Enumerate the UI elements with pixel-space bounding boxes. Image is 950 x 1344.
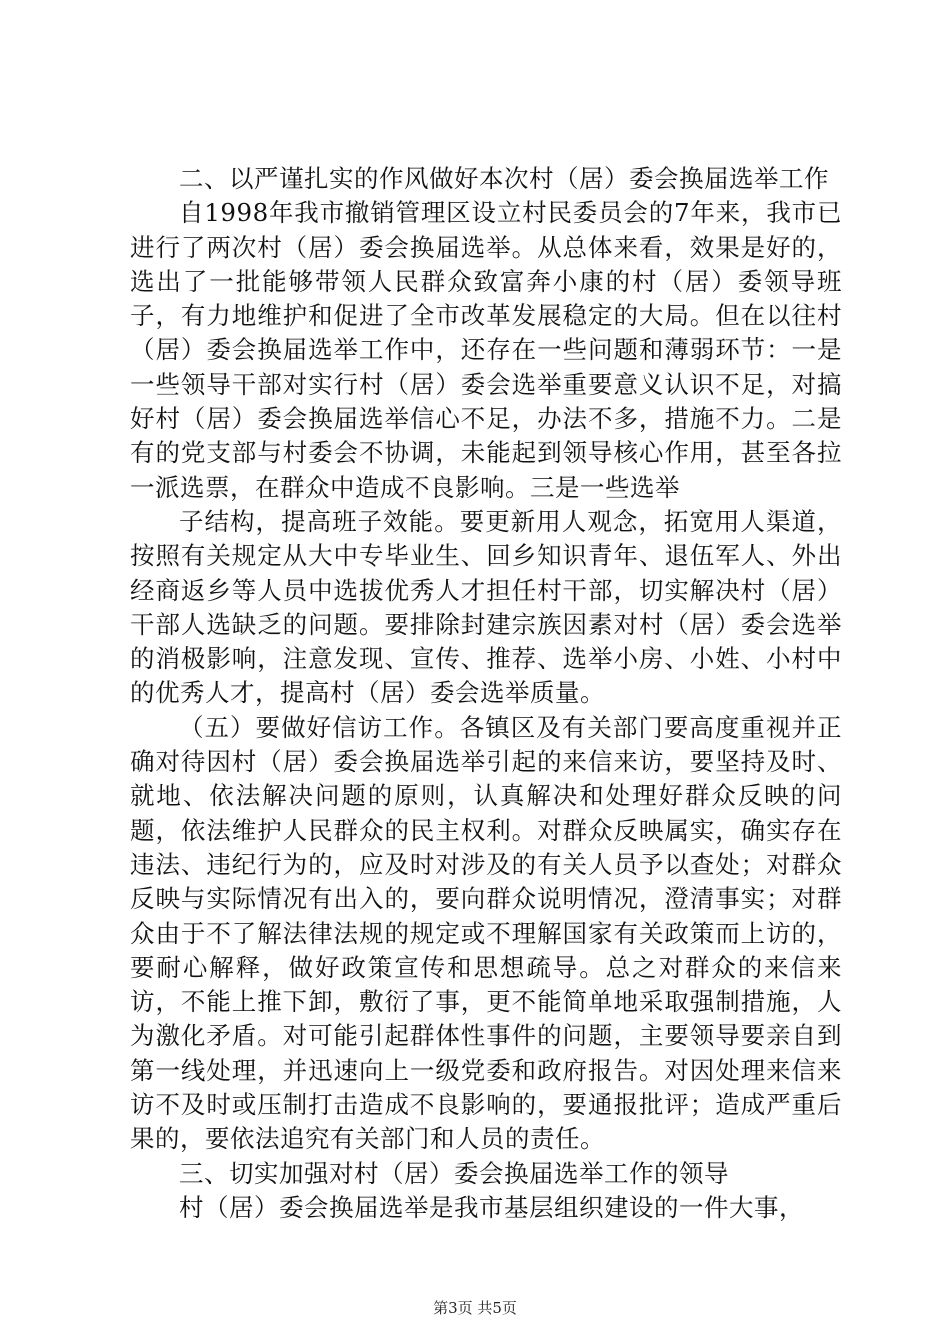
section-heading-three: 三、切实加强对村（居）委会换届选举工作的领导 xyxy=(179,1158,729,1188)
document-body xyxy=(130,162,842,1225)
body-paragraph: 自1998年我市撤销管理区设立村民委员会的7年来，我市已进行了两次村（居）委会换届选举。从总体来看，效果是好的，选出了一批能够带领人民群众致富奔小康的村（居）委领导班子，有力地维护和促进了全市改革发展稳定的大局。但在以往村（居）委会换届选举工作中，还存在一些问题和薄弱环节：一是一些领导干部对实行村（居）委会选举重要意义认识不足，对搞好村（居）委会换届选举信心不足，办法不多，措施不力。二是有的党支部与村委会不协调，未能起到领导核心作用，甚至各拉一派选票，在群众中造成不良影响。三是一些选举 xyxy=(130,198,842,502)
body-paragraph: 村（居）委会换届选举是我市基层组织建设的一件大事， xyxy=(179,1192,804,1222)
body-paragraph: 子结构，提高班子效能。要更新用人观念，拓宽用人渠道，按照有关规定从大中专毕业生、回乡知识青年、退伍军人、外出经商返乡等人员中选拔优秀人才担任村干部，切实解决村（居）干部人选缺乏的问题。要排除封建宗族因素对村（居）委会选举的消极影响，注意发现、宣传、推荐、选举小房、小姓、小村中的优秀人才，提高村（居）委会选举质量。 xyxy=(130,506,842,708)
section-heading-two: 二、以严谨扎实的作风做好本次村（居）委会换届选举工作 xyxy=(179,164,829,193)
page-number-footer: 第3页 共5页 xyxy=(433,1299,517,1317)
body-paragraph: （五）要做好信访工作。各镇区及有关部门要高度重视并正确对待因村（居）委会换届选举引起的来信来访，要坚持及时、就地、依法解决问题的原则，认真解决和处理好群众反映的问题，依法维护人民群众的民主权利。对群众反映属实，确实存在违法、违纪行为的，应及时对涉及的有关人员予以查处；对群众反映与实际情况有出入的，要向群众说明情况，澄清事实；对群众由于不了解法律法规的规定或不理解国家有关政策而上访的，要耐心解释，做好政策宣传和思想疏导。总之对群众的来信来访，不能上推下卸，敷衍了事，更不能简单地采取强制措施，人为激化矛盾。对可能引起群体性事件的问题，主要领导要亲自到第一线处理，并迅速向上一级党委和政府报告。对因处理来信来访不及时或压制打击造成不良影响的，要通报批评；造成严重后果的，要依法追究有关部门和人员的责任。 xyxy=(130,712,842,1154)
